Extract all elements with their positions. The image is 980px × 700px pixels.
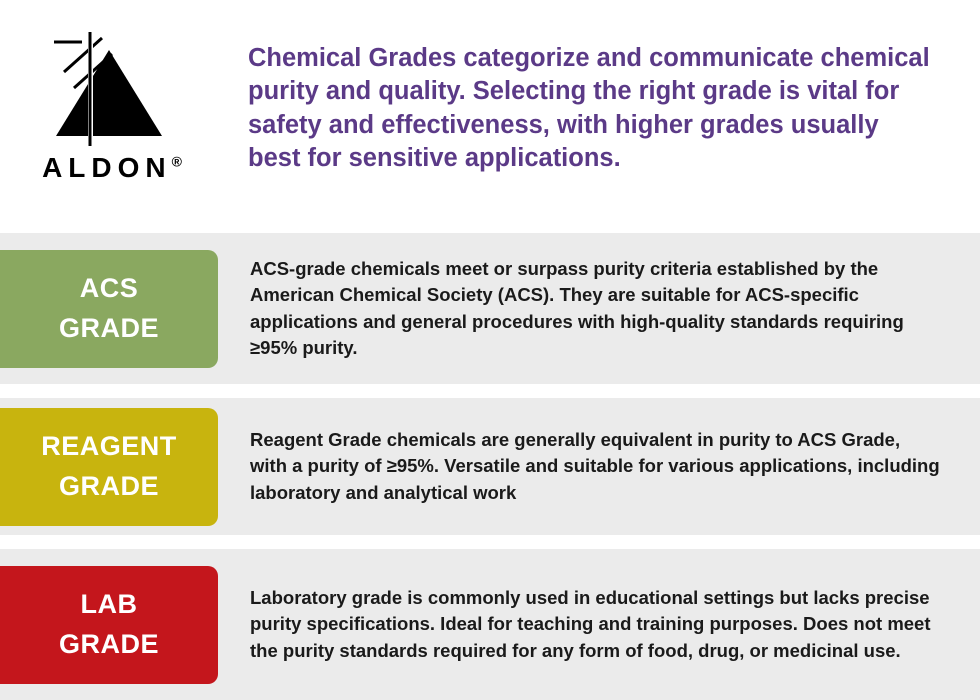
grade-description-reagent <box>218 398 980 535</box>
brand-name-text: ALDON <box>42 152 172 183</box>
grade-description-text: Reagent Grade chemicals are generally equivalent in purity to ACS Grade, with a purity of ≥95%. Versatile and suitable for various applications, including laboratory and analytical work <box>250 429 940 503</box>
grade-description-text: Laboratory grade is commonly used in educational settings but lacks precise purity specifications. Ideal for teaching and training purposes. Does not meet the purity standards required for any form of food, drug, or medicinal use. <box>250 587 931 661</box>
grade-row-acs <box>0 233 980 384</box>
grade-row-lab <box>0 549 980 700</box>
grade-badge-lab <box>0 566 218 684</box>
grade-description-acs <box>218 233 980 384</box>
grade-badge-label-line2: GRADE <box>58 312 159 343</box>
grade-badge-label-line2: GRADE <box>58 628 159 659</box>
row-separator <box>0 384 980 398</box>
intro-text: Chemical Grades categorize and communicate chemical purity and quality. Selecting the right grade is vital for safety and effectiveness, with higher grades usually best for sensitive applications. <box>248 44 930 173</box>
aldon-triangle-logo-icon <box>34 28 184 148</box>
grade-badge-label-line1: REAGENT <box>41 431 177 462</box>
grade-badge-wrap-reagent <box>0 398 218 535</box>
grade-description-text: ACS-grade chemicals meet or surpass purity criteria established by the American Chemical Society (ACS). They are suitable for ACS-specific applications and general procedures with high-quality standards requiring ≥95% purity. <box>250 258 904 358</box>
grade-badge-wrap-acs <box>0 233 218 384</box>
header <box>0 0 980 233</box>
grade-description-lab <box>218 549 980 700</box>
registered-mark: ® <box>171 153 182 170</box>
grade-badge-label-line2: GRADE <box>58 470 159 501</box>
grade-badge-acs <box>0 250 218 368</box>
row-separator <box>0 535 980 549</box>
grade-badge-label-line1: ACS <box>79 273 139 304</box>
grade-badge-reagent <box>0 408 218 526</box>
brand-name <box>36 152 182 184</box>
grade-badge-wrap-lab <box>0 549 218 700</box>
grade-row-reagent <box>0 398 980 535</box>
brand-logo <box>0 0 218 184</box>
grade-badge-label-line1: LAB <box>80 589 138 620</box>
intro-block <box>218 0 980 176</box>
